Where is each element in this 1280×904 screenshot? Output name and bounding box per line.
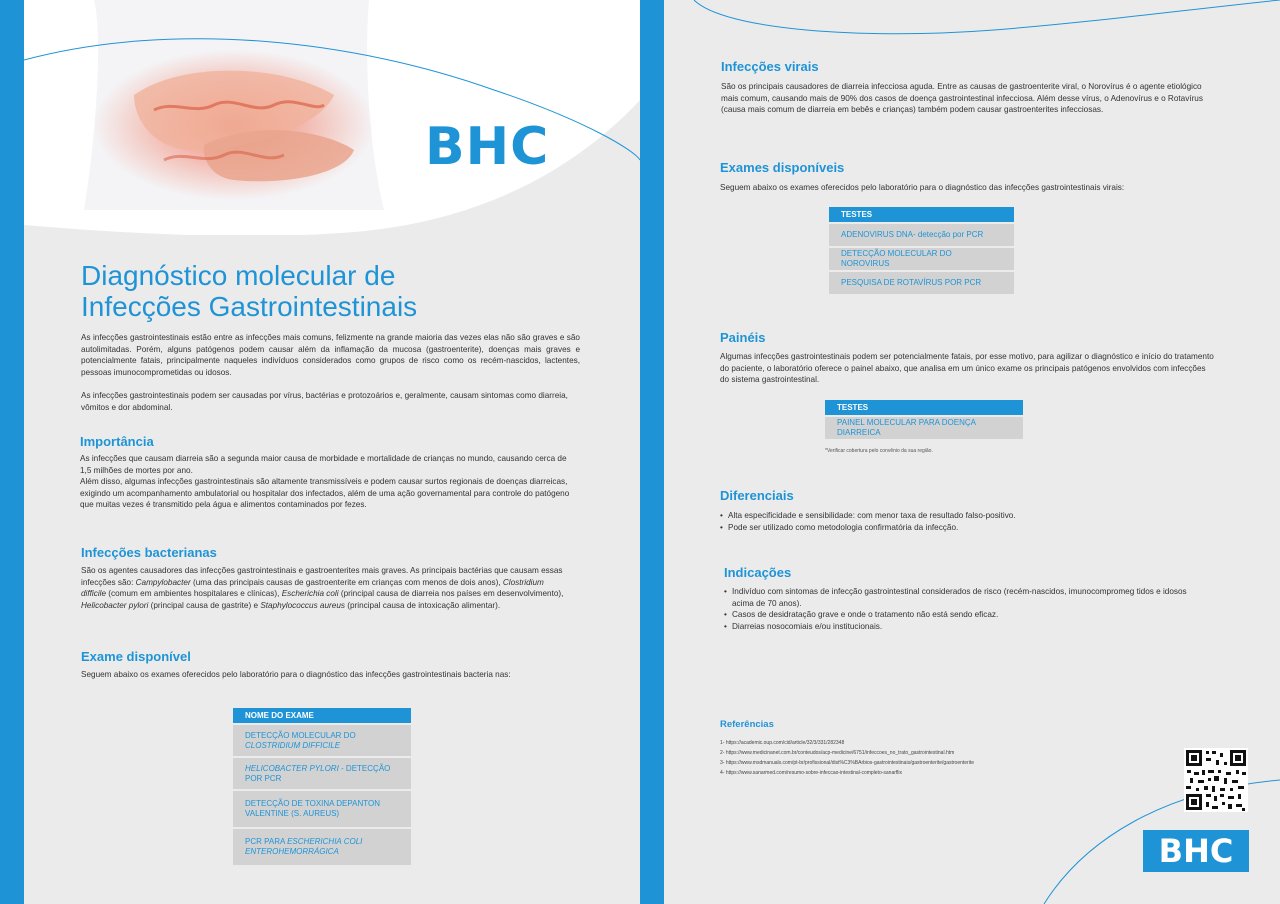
section-title-exame: Exame disponível: [81, 649, 191, 664]
table-row: PAINEL MOLECULAR PARA DOENÇA DIARREICA: [825, 415, 1023, 439]
coverage-note: *Verificar cobertura pelo convênio da sua região.: [825, 448, 933, 454]
bhc-logo-small: BHC: [1143, 830, 1249, 872]
section-title-indicacoes: Indicações: [724, 565, 792, 580]
section-title-exames: Exames disponíveis: [720, 160, 845, 175]
right-page: [640, 0, 1280, 904]
reference-link[interactable]: 4- https://www.sanarmed.com/resumo-sobre-infeccao-intestinal-completo-sanarflix: [720, 770, 903, 776]
testes-table: [829, 207, 1014, 294]
table-cell: CLOSTRIDIUM DIFFICILE: [245, 740, 341, 750]
bhc-logo-large: BHC: [425, 117, 550, 177]
bact-text-e: (comum em ambientes hospitalares e clínicas),: [106, 589, 282, 598]
reference-link[interactable]: 3- https://www.msdmanuals.com/pt-br/profissional/dist%C3%BArbios-gastrointestinais/gastroenterite/gastroenterite: [720, 760, 974, 766]
bact-hpylori: Helicobacter pylori: [81, 600, 149, 610]
list-item: • Alta especificidade e sensibilidade: com menor taxa de resultado falso-positivo.: [720, 510, 1210, 522]
bacterianas-text: [81, 565, 571, 611]
section-title-paineis: Painéis: [720, 330, 766, 345]
bact-ecoli: Escherichia coli: [281, 589, 339, 598]
exame-text: Seguem abaixo os exames oferecidos pelo laboratório para o diagnóstico das infecções gastrointestinais bacteria nas:: [81, 670, 511, 679]
intro-paragraph-1: As infecções gastrointestinais estão entre as infecções mais comuns, felizmente na grande maioria das vezes elas não são graves e são autolimitadas. Porém, alguns patógenos podem causar além da inflamação da mucosa (gastroenterite), doenças mais graves e potencialmente fatais, principalmente naqueles indivíduos considerados como grupos de risco como os recém-nascidos, lactentes, pessoas imunocomprometidas ou idosos.: [81, 333, 580, 377]
section-title-virais: Infecções virais: [721, 59, 819, 74]
section-title-diferenciais: Diferenciais: [720, 488, 794, 503]
bact-text-i: (principal causa de gastrite) e: [148, 600, 261, 610]
table-row: [233, 723, 411, 756]
table-cell: PCR PARA: [245, 837, 288, 846]
reference-link[interactable]: 2- https://www.medicinanet.com.br/conteudos/acp-medicine/6751/infeccoes_no_trato_gastrointestinal.htm: [720, 750, 955, 756]
table-row: [233, 789, 411, 827]
table-row: DETECÇÃO MOLECULAR DO NOROVIRUS: [829, 246, 1014, 270]
bact-text-g: (principal causa de diarreia nos países em desenvolvimento),: [338, 589, 564, 598]
section-title-referencias: Referências: [720, 719, 774, 730]
left-accent-bar: [0, 0, 24, 904]
virais-text: São os principais causadores de diarreia infecciosa aguda. Entre as causas de gastroenterite viral, o Norovírus é o agente etiológico mais comum, causando mais de 90% dos casos de doença gastrointestinal infecciosa. Além desse vírus, o Adenovírus e o Rotavírus (causa mais comum de diarreia em bebês e crianças) também podem causar gastroenterites infecciosas.: [721, 82, 1203, 114]
right-accent-bar: [640, 0, 664, 904]
page-title: [81, 260, 417, 322]
importancia-text-1: As infecções que causam diarreia são a segunda maior causa de morbidade e mortalidade de crianças no mundo, causando cerca de 1,5 milhões de mortes por ano.: [80, 454, 567, 475]
painel-table: [825, 400, 1023, 439]
importancia-text: [80, 453, 570, 511]
title-line-2: Infecções Gastrointestinais: [81, 291, 418, 322]
paineis-text: Algumas infecções gastrointestinais podem ser potencialmente fatais, por esse motivo, para agilizar o diagnóstico e início do tratamento do paciente, o laboratório oferece o painel abaixo, que analisa em um único exame os principais patógenos envolvidos com infecções do sistema gastrointestinal.: [720, 352, 1214, 384]
table-cell: - DETECÇÃO POR PCR: [245, 763, 391, 783]
exames-text: Seguem abaixo os exames oferecidos pelo laboratório para o diagnóstico das infecções gastrointestinais virais:: [720, 183, 1125, 192]
intro-paragraph-2: As infecções gastrointestinais podem ser causadas por vírus, bactérias e protozoários e, geralmente, causam sintomas como diarreia, vômitos e dor abdominal.: [81, 391, 568, 412]
table-cell: DETECÇÃO DE TOXINA DEPANTON: [245, 799, 380, 808]
exam-table: [233, 708, 411, 865]
table-cell: VALENTINE (S. AUREUS): [245, 809, 340, 818]
table-row: PESQUISA DE ROTAVÍRUS POR PCR: [829, 270, 1014, 294]
bact-saureus: Staphylococcus aureus: [260, 600, 345, 610]
bact-text-a: São os agentes causadores das infecções gastrointestinais e gastroenterites mais graves. As principais bactérias que causam essas infecções são:: [81, 566, 563, 587]
section-title-importancia: Importância: [80, 434, 154, 449]
bact-text-k: (principal causa de intoxicação alimentar).: [344, 600, 501, 610]
table-cell: DETECÇÃO MOLECULAR DO: [245, 730, 356, 740]
qr-code[interactable]: [1184, 748, 1248, 812]
section-title-bacterianas: Infecções bacterianas: [81, 545, 217, 560]
list-item: • Diarreias nosocomiais e/ou institucionais.: [724, 621, 1209, 633]
exam-table-header: NOME DO EXAME: [233, 708, 411, 723]
table-row: [233, 827, 411, 865]
painel-table-header: TESTES: [825, 400, 1023, 415]
bact-clostridium: Clostridium difficile: [81, 577, 544, 598]
references-list: [720, 738, 974, 778]
bact-text-c: (uma das principais causas de gastroenterite em crianças com menos de dois anos),: [190, 577, 503, 587]
title-line-1: Diagnóstico molecular de: [81, 260, 396, 291]
list-item: • Pode ser utilizado como metodologia confirmatória da infecção.: [720, 522, 1210, 534]
bact-campylobacter: Campylobacter: [135, 577, 191, 587]
indicacoes-list: [724, 586, 1209, 632]
importancia-text-2: Além disso, algumas infecções gastrointestinais são altamente transmissíveis e podem causar surtos regionais de doenças diarreicas, exigindo um acompanhamento ambulatorial ou hospitalar dos infectados, além de uma ação governamental para controle do patógeno que muitas vezes é transmitido pela água e alimentos contaminados por fezes.: [80, 477, 570, 509]
diferenciais-list: [720, 510, 1210, 533]
list-item: • Casos de desidratação grave e onde o tratamento não está sendo eficaz.: [724, 609, 1209, 621]
table-cell: ESCHERICHIA COLI ENTEROHEMORRÁGICA: [245, 837, 363, 856]
table-cell: HELICOBACTER PYLORI: [245, 763, 339, 773]
list-item: • Indivíduo com sintomas de infecção gastrointestinal considerados de risco (recém-nascidos, imunocompromeg tidos e idosos acima de 70 anos).: [724, 586, 1209, 609]
table-row: ADENOVIRUS DNA- detecção por PCR: [829, 222, 1014, 246]
testes-table-header: TESTES: [829, 207, 1014, 222]
reference-link[interactable]: 1- https://academic.oup.com/cid/article/32/3/331/282348: [720, 740, 845, 746]
table-row: [233, 756, 411, 789]
